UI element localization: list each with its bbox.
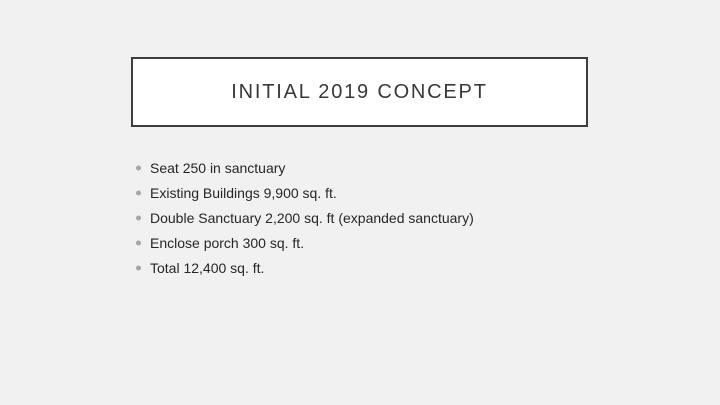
list-item <box>136 155 474 180</box>
list-item <box>136 230 474 255</box>
bullet-dot-icon <box>136 215 141 220</box>
bullet-dot-icon <box>136 190 141 195</box>
bullet-text: Enclose porch 300 sq. ft. <box>150 234 305 251</box>
bullet-dot-icon <box>136 165 141 170</box>
bullet-dot-icon <box>136 265 141 270</box>
bullet-list <box>136 155 474 280</box>
bullet-dot-icon <box>136 240 141 245</box>
bullet-text: Seat 250 in sanctuary <box>150 159 286 176</box>
slide-title: INITIAL 2019 CONCEPT <box>231 80 488 103</box>
list-item <box>136 180 474 205</box>
bullet-text: Existing Buildings 9,900 sq. ft. <box>150 184 337 201</box>
slide-title-box <box>131 57 588 127</box>
list-item <box>136 205 474 230</box>
bullet-text: Double Sanctuary 2,200 sq. ft (expanded sanctuary) <box>150 209 474 226</box>
list-item <box>136 255 474 280</box>
bullet-text: Total 12,400 sq. ft. <box>150 259 265 276</box>
